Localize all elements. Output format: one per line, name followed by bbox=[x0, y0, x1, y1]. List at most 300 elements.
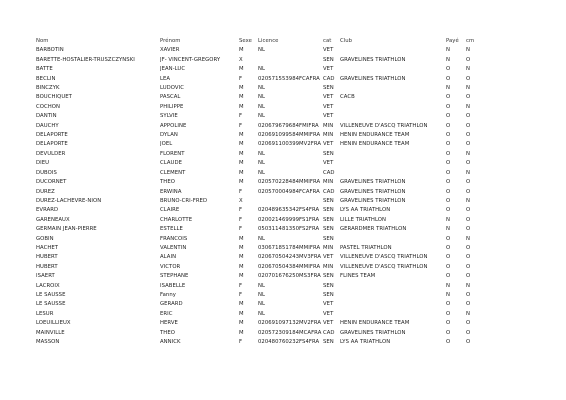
cell-paye: O bbox=[446, 310, 451, 317]
cell-cm: N bbox=[466, 103, 471, 110]
cell-club: VILLENEUVE D'ASCQ TRIATHLON bbox=[340, 122, 428, 129]
header-paye: Payé bbox=[446, 38, 459, 44]
cell-cat: VET bbox=[323, 160, 334, 167]
cell-licence: 020691097132MV2FRA bbox=[258, 320, 322, 327]
cell-cm: O bbox=[466, 263, 471, 270]
cell-club: GRAVELINES TRIATHLON bbox=[340, 188, 406, 195]
cell-sexe: F bbox=[239, 282, 243, 289]
header-sexe: Sexe bbox=[239, 38, 252, 44]
cell-licence: NL bbox=[258, 301, 266, 308]
table-row bbox=[36, 56, 478, 65]
cell-club: GRAVELINES TRIATHLON bbox=[340, 197, 406, 204]
cell-club bbox=[340, 291, 446, 300]
cell-cm: O bbox=[466, 339, 471, 345]
cell-prenom: JEAN-LUC bbox=[160, 66, 186, 73]
cell-prenom: THEO bbox=[160, 179, 175, 186]
cell-cm: O bbox=[466, 132, 471, 139]
cell-prenom: XAVIER bbox=[160, 47, 180, 54]
cell-paye: N bbox=[446, 47, 451, 54]
cell-paye: O bbox=[446, 179, 451, 186]
cell-cat: VET bbox=[323, 254, 334, 261]
cell-cm: N bbox=[466, 47, 471, 54]
cell-licence: 020572309184MCAFRA bbox=[258, 329, 322, 336]
cell-cat: SEN bbox=[323, 197, 334, 204]
cell-licence: NL bbox=[258, 47, 266, 54]
cell-sexe: F bbox=[239, 291, 243, 298]
cell-cat: VET bbox=[323, 320, 334, 327]
cell-paye: O bbox=[446, 132, 451, 139]
cell-club: FLINES TEAM bbox=[340, 273, 376, 280]
cell-cat: SEN bbox=[323, 207, 334, 214]
cell-cat: MIN bbox=[323, 132, 334, 139]
cell-cat: SEN bbox=[323, 291, 334, 298]
table-row bbox=[36, 103, 478, 112]
cell-cm: N bbox=[466, 282, 471, 289]
cell-sexe: F bbox=[239, 207, 243, 214]
cell-sexe: F bbox=[239, 216, 243, 223]
cell-paye: O bbox=[446, 66, 451, 73]
cell-nom: DELAPORTE bbox=[36, 141, 68, 148]
header-licence: Licence bbox=[258, 38, 279, 44]
cell-sexe: M bbox=[239, 141, 244, 148]
cell-club: HENIN ENDURANCE TEAM bbox=[340, 141, 410, 148]
table-row bbox=[36, 65, 478, 74]
cell-prenom: ESTELLE bbox=[160, 226, 183, 233]
cell-nom: DAUCHY bbox=[36, 122, 59, 129]
cell-prenom: PHILIPPE bbox=[160, 103, 184, 110]
cell-nom: MASSON bbox=[36, 339, 60, 345]
cell-club: LYS AA TRIATHLON bbox=[340, 339, 391, 345]
cell-club bbox=[340, 310, 446, 319]
cell-prenom: ISABELLE bbox=[160, 282, 186, 289]
cell-cm: O bbox=[466, 160, 471, 167]
cell-cat: CAD bbox=[323, 329, 335, 336]
cell-cm: N bbox=[466, 197, 471, 204]
cell-paye: O bbox=[446, 207, 451, 214]
cell-prenom: LEA bbox=[160, 75, 171, 82]
cell-nom: LACROIX bbox=[36, 282, 60, 289]
cell-cat: VET bbox=[323, 94, 334, 101]
cell-club: VILLENEUVE D'ASCQ TRIATHLON bbox=[340, 254, 428, 261]
cell-cat: VET bbox=[323, 47, 334, 54]
table-row bbox=[36, 329, 478, 338]
cell-prenom: FRANCOIS bbox=[160, 235, 188, 242]
cell-sexe: M bbox=[239, 103, 244, 110]
cell-cat: SEN bbox=[323, 150, 334, 157]
cell-sexe: X bbox=[239, 56, 243, 63]
cell-prenom: CLAIRE bbox=[160, 207, 180, 214]
cell-licence: 020701676250MS3FRA bbox=[258, 273, 321, 280]
cell-prenom: HERVE bbox=[160, 320, 178, 327]
cell-club bbox=[340, 159, 446, 168]
cell-cm: O bbox=[466, 273, 471, 280]
cell-nom: GERMAIN JEAN-PIERRE bbox=[36, 226, 97, 233]
cell-prenom: APPOLINE bbox=[160, 122, 187, 129]
cell-nom: BATTE bbox=[36, 66, 53, 73]
cell-paye: O bbox=[446, 160, 451, 167]
cell-prenom: SYLVIE bbox=[160, 113, 178, 120]
cell-paye: O bbox=[446, 254, 451, 261]
cell-sexe: M bbox=[239, 160, 244, 167]
cell-cat: SEN bbox=[323, 339, 334, 345]
cell-club: GRAVELINES TRIATHLON bbox=[340, 56, 406, 63]
table-row bbox=[36, 319, 478, 328]
cell-sexe: M bbox=[239, 47, 244, 54]
cell-sexe: F bbox=[239, 226, 243, 233]
cell-sexe: M bbox=[239, 85, 244, 92]
cell-prenom: FLORENT bbox=[160, 150, 185, 157]
cell-sexe: M bbox=[239, 66, 244, 73]
cell-prenom: Fanny bbox=[160, 291, 176, 298]
cell-licence: NL bbox=[258, 85, 266, 92]
cell-licence: 020489635342FS4FRA bbox=[258, 207, 320, 214]
cell-prenom: ANNICK bbox=[160, 339, 181, 345]
cell-sexe: M bbox=[239, 310, 244, 317]
cell-licence: NL bbox=[258, 310, 266, 317]
cell-paye: O bbox=[446, 244, 451, 251]
table-row bbox=[36, 112, 478, 121]
cell-nom: DUBOIS bbox=[36, 169, 57, 176]
cell-licence: 030671851784MMIFRA bbox=[258, 244, 321, 251]
cell-sexe: M bbox=[239, 320, 244, 327]
cell-cat: VET bbox=[323, 113, 334, 120]
cell-cm: O bbox=[466, 94, 471, 101]
cell-prenom: JF- VINCENT-GREGORY bbox=[160, 56, 221, 63]
cell-paye: O bbox=[446, 150, 451, 157]
table-row bbox=[36, 338, 478, 347]
cell-sexe: M bbox=[239, 273, 244, 280]
cell-club bbox=[340, 169, 446, 178]
cell-nom: HUBERT bbox=[36, 254, 58, 261]
table-row bbox=[36, 46, 478, 55]
header-club: Club bbox=[340, 38, 353, 44]
cell-paye: N bbox=[446, 56, 451, 63]
cell-cat: SEN bbox=[323, 56, 334, 63]
cell-licence: 020570004984FCAFRA bbox=[258, 188, 320, 195]
cell-paye: N bbox=[446, 216, 451, 223]
cell-cm: O bbox=[466, 216, 471, 223]
cell-licence: 020670504243MV3FRA bbox=[258, 254, 322, 261]
cell-club bbox=[340, 235, 446, 244]
cell-prenom: JOEL bbox=[160, 141, 173, 148]
cell-sexe: M bbox=[239, 150, 244, 157]
cell-nom: DIEU bbox=[36, 160, 50, 167]
cell-cm: O bbox=[466, 179, 471, 186]
cell-club bbox=[340, 300, 446, 309]
cell-prenom: ERWINA bbox=[160, 188, 182, 195]
cell-paye: O bbox=[446, 235, 451, 242]
cell-cm: O bbox=[466, 291, 471, 298]
header-nom: Nom bbox=[36, 38, 49, 44]
cell-prenom: STEPHANE bbox=[160, 273, 189, 280]
cell-club: LILLE TRIATHLON bbox=[340, 216, 386, 223]
cell-club: LYS AA TRIATHLON bbox=[340, 207, 391, 214]
cell-nom: BOUCHIQUET bbox=[36, 94, 72, 101]
cell-prenom: ERIC bbox=[160, 310, 173, 317]
table-row bbox=[36, 263, 478, 272]
cell-paye: O bbox=[446, 141, 451, 148]
cell-cat: CAD bbox=[323, 188, 335, 195]
cell-club: GRAVELINES TRIATHLON bbox=[340, 179, 406, 186]
cell-club: GRAVELINES TRIATHLON bbox=[340, 75, 406, 82]
cell-licence: 020570228484MMIFRA bbox=[258, 179, 321, 186]
cell-nom: DANTIN bbox=[36, 113, 57, 120]
cell-club bbox=[340, 150, 446, 159]
header-row bbox=[36, 37, 478, 46]
cell-nom: LESUR bbox=[36, 310, 54, 317]
cell-cm: N bbox=[466, 169, 471, 176]
cell-club: HENIN ENDURANCE TEAM bbox=[340, 320, 410, 327]
cell-sexe: M bbox=[239, 254, 244, 261]
cell-paye: O bbox=[446, 263, 451, 270]
cell-cm: O bbox=[466, 122, 471, 129]
table-row bbox=[36, 122, 478, 131]
cell-paye: O bbox=[446, 75, 451, 82]
cell-cm: O bbox=[466, 329, 471, 336]
table-row bbox=[36, 93, 478, 102]
table-row bbox=[36, 159, 478, 168]
cell-cm: N bbox=[466, 85, 471, 92]
cell-prenom: VALENTIN bbox=[160, 244, 187, 251]
cell-sexe: M bbox=[239, 132, 244, 139]
table-row bbox=[36, 291, 478, 300]
cell-nom: BECLIN bbox=[36, 75, 56, 82]
cell-nom: HUBERT bbox=[36, 263, 58, 270]
cell-prenom: LUDOVIC bbox=[160, 85, 184, 92]
cell-paye: O bbox=[446, 122, 451, 129]
cell-nom: MAINVILLE bbox=[36, 329, 65, 336]
header-cm: cm bbox=[466, 38, 475, 44]
cell-prenom: BRUNO-CRI-FRED bbox=[160, 197, 208, 204]
cell-licence: NL bbox=[258, 291, 266, 298]
cell-nom: BINCZYK bbox=[36, 85, 60, 92]
cell-licence: NL bbox=[258, 66, 266, 73]
cell-cm: O bbox=[466, 226, 471, 233]
table-row bbox=[36, 178, 478, 187]
cell-paye: O bbox=[446, 273, 451, 280]
cell-sexe: M bbox=[239, 244, 244, 251]
table-row bbox=[36, 253, 478, 262]
cell-licence: 020480760232FS4FRA bbox=[258, 339, 320, 345]
cell-sexe: F bbox=[239, 188, 243, 195]
cell-licence: NL bbox=[258, 94, 266, 101]
cell-club bbox=[340, 103, 446, 112]
cell-club bbox=[340, 84, 446, 93]
cell-nom: LE SAUSSE bbox=[36, 301, 66, 308]
cell-nom: LOEUILLIEUX bbox=[36, 320, 71, 327]
cell-licence: NL bbox=[258, 150, 266, 157]
cell-paye: O bbox=[446, 329, 451, 336]
cell-cm: O bbox=[466, 141, 471, 148]
cell-nom: LE SAUSSE bbox=[36, 291, 66, 298]
cell-cat: VET bbox=[323, 103, 334, 110]
cell-paye: O bbox=[446, 320, 451, 327]
cell-prenom: VICTOR bbox=[160, 263, 181, 270]
cell-licence: 020691099584MMIFRA bbox=[258, 132, 321, 139]
cell-cat: VET bbox=[323, 141, 334, 148]
cell-licence: 020679679684FMIFRA bbox=[258, 122, 319, 129]
cell-cm: O bbox=[466, 75, 471, 82]
header-prenom: Prénom bbox=[160, 38, 181, 44]
cell-club: GERARDMER TRIATHLON bbox=[340, 226, 407, 233]
cell-cat: MIN bbox=[323, 122, 334, 129]
table-row bbox=[36, 169, 478, 178]
cell-nom: GARENEAUX bbox=[36, 216, 70, 223]
cell-paye: N bbox=[446, 85, 451, 92]
table-row bbox=[36, 150, 478, 159]
cell-club: CACB bbox=[340, 94, 355, 101]
table-row bbox=[36, 206, 478, 215]
cell-cm: O bbox=[466, 244, 471, 251]
cell-licence bbox=[258, 197, 323, 206]
table-header bbox=[36, 37, 478, 46]
cell-nom: DUCORNET bbox=[36, 179, 67, 186]
cell-sexe: M bbox=[239, 169, 244, 176]
cell-nom: ISAERT bbox=[36, 273, 55, 280]
cell-nom: HACHET bbox=[36, 244, 59, 251]
cell-licence: 050311481350FS2FRA bbox=[258, 226, 320, 233]
cell-licence: 020021469999FS1FRA bbox=[258, 216, 320, 223]
cell-club: GRAVELINES TRIATHLON bbox=[340, 329, 406, 336]
cell-nom: DUREZ-LACHEVRE-NION bbox=[36, 197, 102, 204]
table-row bbox=[36, 140, 478, 149]
cell-cm: N bbox=[466, 235, 471, 242]
cell-sexe: M bbox=[239, 179, 244, 186]
cell-prenom: CLEMENT bbox=[160, 169, 186, 176]
cell-cat: SEN bbox=[323, 85, 334, 92]
cell-prenom: THEO bbox=[160, 329, 175, 336]
cell-licence: 020670504384MMIFRA bbox=[258, 263, 321, 270]
cell-nom: GOBIN bbox=[36, 235, 54, 242]
cell-cat: CAD bbox=[323, 169, 335, 176]
table-row bbox=[36, 225, 478, 234]
cell-cm: O bbox=[466, 207, 471, 214]
table-row bbox=[36, 84, 478, 93]
cell-licence: NL bbox=[258, 282, 266, 289]
cell-licence: NL bbox=[258, 235, 266, 242]
cell-club: PASTEL TRIATHLON bbox=[340, 244, 392, 251]
cell-nom: DEVULDER bbox=[36, 150, 66, 157]
table-row bbox=[36, 75, 478, 84]
cell-cat: MIN bbox=[323, 244, 334, 251]
cell-club bbox=[340, 46, 446, 55]
table-row bbox=[36, 235, 478, 244]
cell-sexe: M bbox=[239, 301, 244, 308]
cell-cm: O bbox=[466, 254, 471, 261]
cell-paye: O bbox=[446, 169, 451, 176]
table-row bbox=[36, 272, 478, 281]
cell-sexe: X bbox=[239, 197, 243, 204]
cell-prenom: CLAUDE bbox=[160, 160, 182, 167]
cell-cat: VET bbox=[323, 66, 334, 73]
table-row bbox=[36, 244, 478, 253]
cell-sexe: F bbox=[239, 339, 243, 345]
table-row bbox=[36, 282, 478, 291]
participants-table bbox=[36, 37, 478, 347]
cell-cat: SEN bbox=[323, 226, 334, 233]
cell-club bbox=[340, 282, 446, 291]
cell-paye: N bbox=[446, 226, 451, 233]
table-row bbox=[36, 216, 478, 225]
cell-paye: N bbox=[446, 282, 451, 289]
table-row bbox=[36, 188, 478, 197]
cell-prenom: CHARLOTTE bbox=[160, 216, 193, 223]
cell-cat: SEN bbox=[323, 273, 334, 280]
cell-licence: 020691100399MV2FRA bbox=[258, 141, 322, 148]
cell-cat: MIN bbox=[323, 179, 334, 186]
cell-club bbox=[340, 112, 446, 121]
cell-cm: N bbox=[466, 310, 471, 317]
cell-cat: SEN bbox=[323, 282, 334, 289]
cell-sexe: M bbox=[239, 263, 244, 270]
cell-nom: BARBOTIN bbox=[36, 47, 64, 54]
cell-sexe: M bbox=[239, 235, 244, 242]
cell-cm: O bbox=[466, 56, 471, 63]
cell-nom: DELAPORTE bbox=[36, 132, 68, 139]
cell-cat: VET bbox=[323, 301, 334, 308]
cell-cat: SEN bbox=[323, 235, 334, 242]
cell-cat: MIN bbox=[323, 263, 334, 270]
header-cat: cat bbox=[323, 38, 332, 44]
cell-club: VILLENEUVE D'ASCQ TRIATHLON bbox=[340, 263, 428, 270]
cell-cm: O bbox=[466, 188, 471, 195]
table-row bbox=[36, 197, 478, 206]
cell-sexe: F bbox=[239, 75, 243, 82]
cell-cat: CAD bbox=[323, 75, 335, 82]
cell-licence bbox=[258, 56, 323, 65]
table-row bbox=[36, 131, 478, 140]
cell-licence: NL bbox=[258, 103, 266, 110]
cell-prenom: DYLAN bbox=[160, 132, 178, 139]
cell-sexe: M bbox=[239, 329, 244, 336]
cell-paye: O bbox=[446, 339, 451, 345]
cell-paye: N bbox=[446, 291, 451, 298]
cell-nom: BARETTE-HOSTALIER-TRUSZCZYNSKI bbox=[36, 56, 135, 63]
cell-paye: O bbox=[446, 188, 451, 195]
cell-paye: O bbox=[446, 301, 451, 308]
table-row bbox=[36, 310, 478, 319]
cell-club: HENIN ENDURANCE TEAM bbox=[340, 132, 410, 139]
table-body bbox=[36, 46, 478, 347]
cell-licence: 020571553984FCAFRA bbox=[258, 75, 320, 82]
cell-cat: VET bbox=[323, 310, 334, 317]
cell-nom: DUREZ bbox=[36, 188, 55, 195]
cell-sexe: M bbox=[239, 94, 244, 101]
cell-sexe: F bbox=[239, 122, 243, 129]
cell-prenom: PASCAL bbox=[160, 94, 181, 101]
cell-cm: O bbox=[466, 113, 471, 120]
cell-licence: NL bbox=[258, 169, 266, 176]
table-row bbox=[36, 300, 478, 309]
cell-paye: O bbox=[446, 94, 451, 101]
cell-prenom: ALAIN bbox=[160, 254, 177, 261]
cell-paye: O bbox=[446, 113, 451, 120]
cell-licence: NL bbox=[258, 113, 266, 120]
cell-club bbox=[340, 65, 446, 74]
cell-licence: NL bbox=[258, 160, 266, 167]
cell-sexe: F bbox=[239, 113, 243, 120]
cell-cm: O bbox=[466, 301, 471, 308]
cell-paye: O bbox=[446, 197, 451, 204]
cell-prenom: GERARD bbox=[160, 301, 183, 308]
cell-cm: N bbox=[466, 150, 471, 157]
cell-paye: O bbox=[446, 103, 451, 110]
cell-cat: SEN bbox=[323, 216, 334, 223]
cell-cm: O bbox=[466, 320, 471, 327]
cell-cm: N bbox=[466, 66, 471, 73]
cell-nom: COCHON bbox=[36, 103, 60, 110]
cell-nom: EVRARD bbox=[36, 207, 59, 214]
